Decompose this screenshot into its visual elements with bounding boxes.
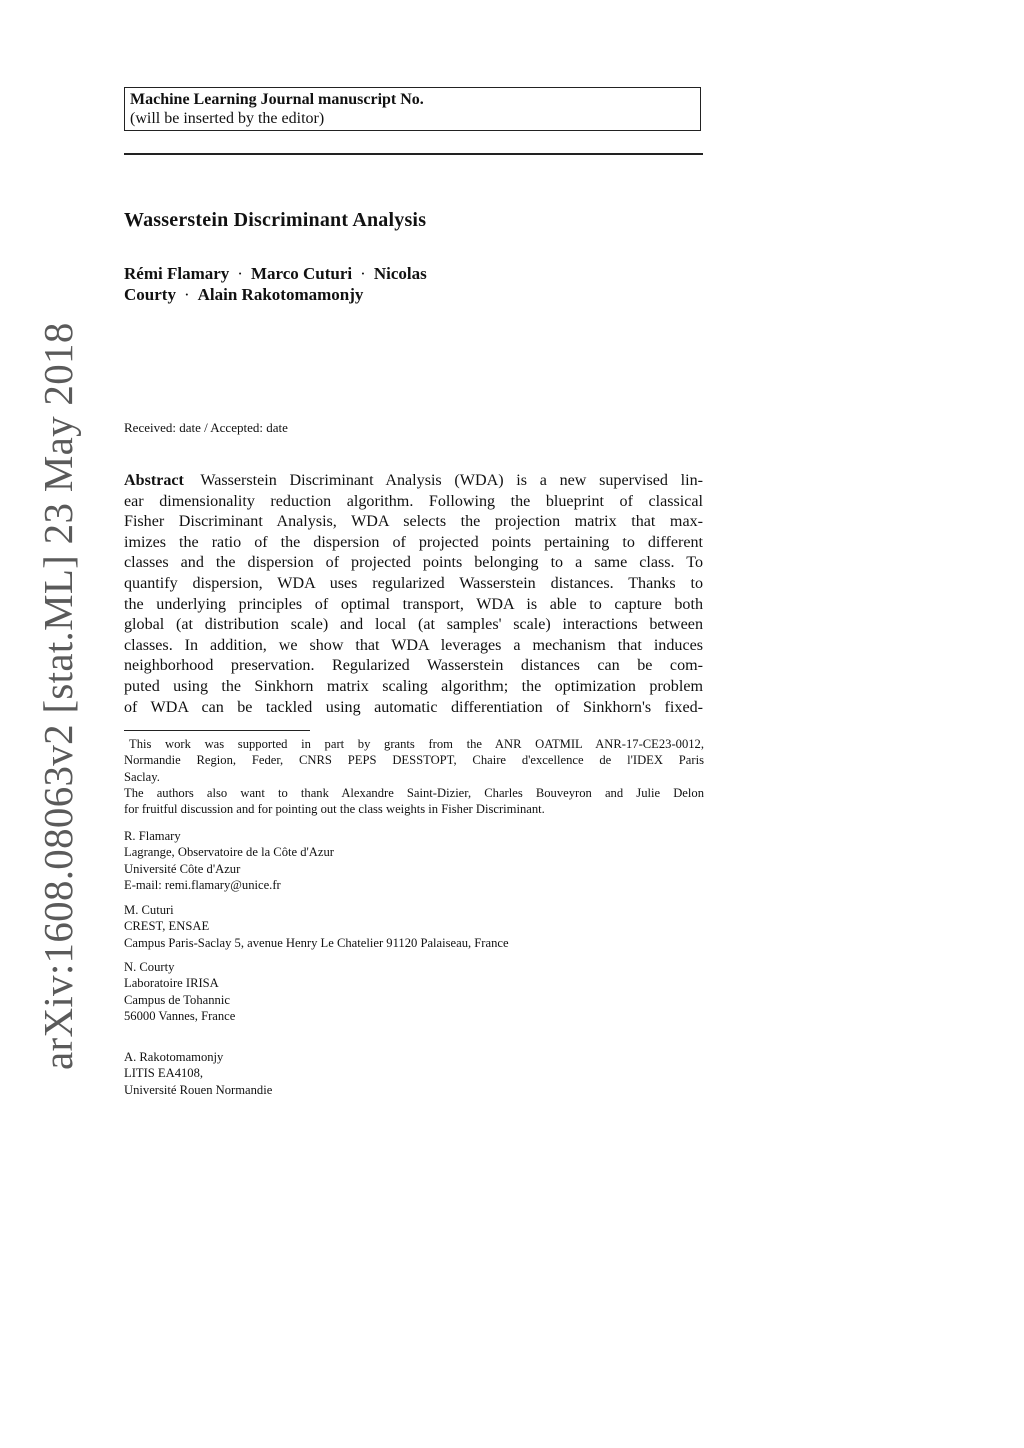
abstract-text: Wasserstein Discriminant Analysis (WDA) is a new supervised lin- — [200, 472, 704, 489]
abstract — [124, 471, 703, 718]
abstract-line: classes and the dispersion of projected points belonging to a same class. To — [124, 554, 703, 572]
affiliation-line: R. Flamary — [124, 829, 181, 843]
author-line-2 — [124, 284, 544, 305]
abstract-line — [124, 471, 703, 492]
abstract-line: puted using the Sinkhorn matrix scaling algorithm; the optimization problem — [124, 677, 703, 695]
author-name: Nicolas — [373, 264, 427, 283]
abstract-line: of WDA can be tackled using automatic differentiation of Sinkhorn's fixed- — [124, 698, 703, 716]
author-name: Marco Cuturi — [250, 264, 353, 283]
affiliation-line: Campus Paris-Saclay 5, avenue Henry Le Chatelier 91120 Palaiseau, France — [124, 935, 509, 950]
author-separator: · — [237, 264, 243, 283]
affiliation-line: Lagrange, Observatoire de la Côte d'Azur — [124, 845, 334, 860]
affiliation-line: Laboratoire IRISA — [124, 976, 219, 991]
affiliation-line: LITIS EA4108, — [124, 1066, 204, 1081]
footnote-rule — [124, 730, 310, 731]
affiliation-cuturi — [124, 902, 509, 951]
abstract-label: Abstract — [124, 472, 184, 489]
author-separator: · — [360, 264, 366, 283]
arxiv-identifier: arXiv:1608.08063v2 [stat.ML] 23 May 2018 — [35, 322, 81, 1070]
affiliation-line: Campus de Tohannic — [124, 992, 230, 1007]
journal-name: Machine Learning Journal manuscript No. — [130, 91, 424, 108]
abstract-line: quantify dispersion, WDA uses regularized Wasserstein distances. Thanks to — [124, 574, 703, 592]
abstract-line: global (at distribution scale) and local (at samples' scale) interactions between — [124, 616, 703, 634]
abstract-line: ear dimensionality reduction algorithm. Following the blueprint of classical — [124, 492, 703, 510]
header-rule — [124, 153, 703, 155]
abstract-line: classes. In addition, we show that WDA leverages a mechanism that induces — [124, 636, 703, 654]
affiliation-line: 56000 Vannes, France — [124, 1008, 236, 1023]
author-separator: · — [183, 285, 190, 304]
received-date: Received: date / Accepted: date — [124, 420, 288, 435]
affiliation-line: A. Rakotomamonjy — [124, 1050, 224, 1064]
author-list — [124, 263, 544, 305]
author-name: Rémi Flamary — [124, 264, 230, 283]
author-name: Alain Rakotomamonjy — [197, 285, 364, 304]
affiliation-email: E-mail: remi.flamary@unice.fr — [124, 877, 281, 892]
footnote-line: Saclay. — [124, 769, 160, 784]
affiliation-line: M. Cuturi — [124, 903, 174, 917]
abstract-line: neighborhood preservation. Regularized Wasserstein distances can be com- — [124, 657, 703, 675]
affiliation-line: CREST, ENSAE — [124, 919, 210, 934]
author-name: Courty — [124, 285, 176, 304]
affiliation-flamary — [124, 828, 334, 893]
journal-header-box — [124, 87, 701, 131]
affiliation-courty — [124, 959, 235, 1024]
abstract-line: Fisher Discriminant Analysis, WDA selects the projection matrix that max- — [124, 513, 703, 531]
paper-title: Wasserstein Discriminant Analysis — [124, 209, 427, 231]
footnote-line: Normandie Region, Feder, CNRS PEPS DESSTOPT, Chaire d'excellence de l'IDEX Paris — [124, 753, 704, 768]
abstract-line: the underlying principles of optimal transport, WDA is able to capture both — [124, 595, 703, 613]
affiliation-line: Université Rouen Normandie — [124, 1082, 273, 1097]
affiliation-line: Université Côte d'Azur — [124, 861, 241, 876]
author-line-1 — [124, 263, 544, 284]
abstract-line: imizes the ratio of the dispersion of projected points pertaining to different — [124, 533, 703, 551]
footnote-line: for fruitful discussion and for pointing out the class weights in Fisher Discriminant. — [124, 802, 545, 817]
editor-note: (will be inserted by the editor) — [130, 110, 325, 127]
footnote-line: This work was supported in part by grants from the ANR OATMIL ANR-17-CE23-0012, — [129, 737, 704, 751]
affiliation-rakotomamonjy — [124, 1049, 272, 1098]
footnote — [124, 736, 704, 817]
footnote-line: The authors also want to thank Alexandre Saint-Dizier, Charles Bouveyron and Julie Delon — [124, 785, 704, 800]
affiliation-line: N. Courty — [124, 960, 175, 974]
